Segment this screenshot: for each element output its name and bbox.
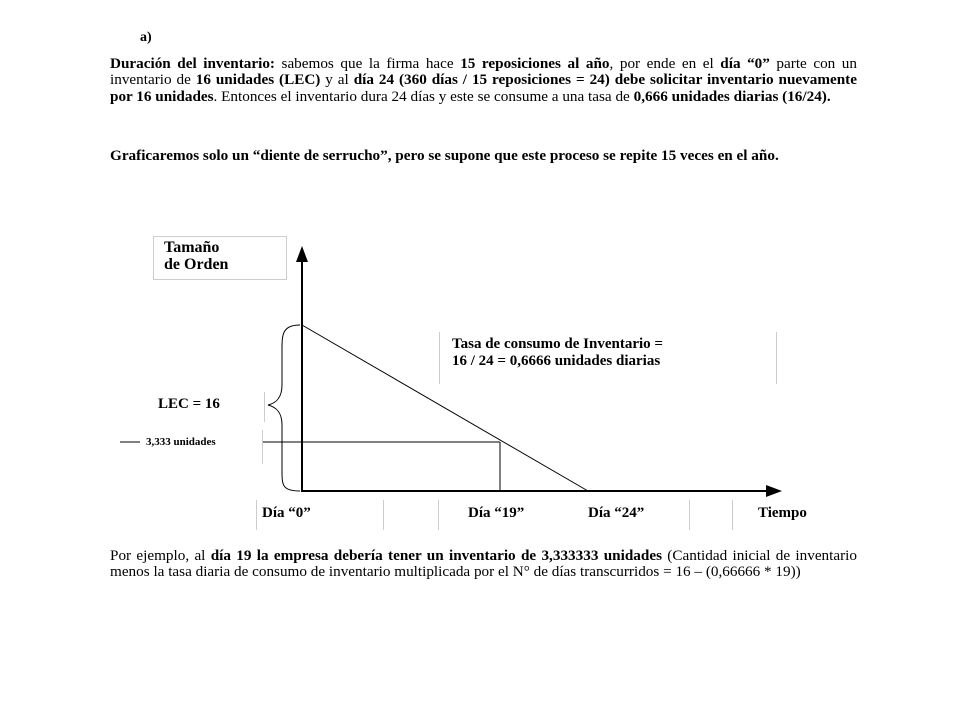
y-axis-label xyxy=(153,236,287,280)
rate-label-line1: Tasa de consumo de Inventario = xyxy=(452,336,663,352)
x-axis-arrowhead xyxy=(766,485,782,497)
p1-text-4: , por ende en el xyxy=(609,55,721,72)
p2-text: Graficaremos solo un “diente de serrucho”, pero se supone que este proceso se repite 15 veces en el año. xyxy=(110,147,779,164)
p1-bold-11: 0,666 unidades diarias (16/24). xyxy=(633,87,831,105)
x-label-day19: Día “19” xyxy=(468,505,525,521)
p1-text-8: y al xyxy=(320,71,354,89)
p1-bold-9: día 24 (360 días / 15 reposiciones = 24) debe solicitar inventario nuevamente por 16 unidades xyxy=(110,71,857,105)
lec-brace xyxy=(268,325,300,491)
section-label: a) xyxy=(140,30,152,45)
p1-text-10: . Entonces el inventario dura 24 días y este se consume a una tasa de xyxy=(213,87,634,105)
y-axis-label-line1: Tamaño xyxy=(164,239,220,256)
p1-bold-1: Duración del inventario: xyxy=(110,55,275,72)
x-axis-label: Tiempo xyxy=(758,505,807,521)
y-axis-label-line2: de Orden xyxy=(164,256,229,273)
p1-text-2: sabemos que la firma hace xyxy=(274,55,461,72)
p1-bold-5: día “0” xyxy=(720,55,770,72)
p3-bold-2: día 19 la empresa debería tener un inventario de 3,333333 unidades xyxy=(210,547,662,564)
lec-label: LEC = 16 xyxy=(148,392,265,422)
p1-text-6: parte con un inventario de xyxy=(110,55,857,89)
x-label-day24: Día “24” xyxy=(588,505,645,521)
p3-text-1: Por ejemplo, al xyxy=(110,547,211,564)
consumption-rate-label xyxy=(439,332,777,384)
p1-bold-7: 16 unidades (LEC) xyxy=(195,71,321,89)
x-label-day0: Día “0” xyxy=(262,505,311,521)
y-axis-arrowhead xyxy=(296,246,308,262)
p3-text-3: (Cantidad inicial de inventario menos la tasa diaria de consumo de inventario multiplicada por el N° de días transcurridos = 16 – (0,66666 * 19)) xyxy=(110,547,857,581)
paragraph-example xyxy=(110,548,857,581)
rate-label-line2: 16 / 24 = 0,6666 unidades diarias xyxy=(452,353,661,369)
p1-bold-3: 15 reposiciones al año xyxy=(460,55,610,72)
level-label: 3,333 unidades xyxy=(140,430,263,464)
